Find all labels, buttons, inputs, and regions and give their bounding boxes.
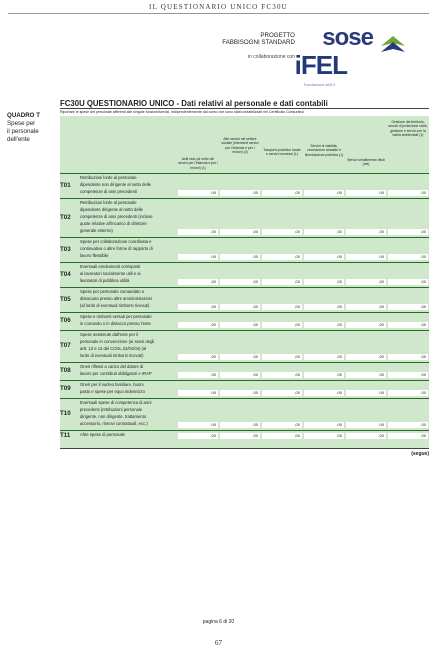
page-indicator: pagina 6 di 20	[202, 619, 235, 625]
amount-field[interactable]	[346, 304, 386, 310]
row-description-line: lavoro flessibile	[80, 253, 109, 258]
column-header: Altri servizi nel settore sociale (Interventi servizi per l'infanzia e per i minori) (4)	[221, 137, 259, 155]
row-description-line: pasto e spese per equo indennizzo	[80, 389, 145, 394]
amount-value: ,00	[420, 254, 426, 259]
amount-value: ,00	[336, 254, 342, 259]
row-description	[80, 263, 172, 284]
amount-value: ,00	[378, 354, 384, 359]
amount-value: ,00	[294, 279, 300, 284]
row-description-line: Spese e rimborsi versati per personale	[80, 314, 152, 319]
ifel-subtitle: Fondazione ANCI	[303, 82, 335, 87]
amount-field[interactable]	[220, 190, 260, 196]
amount-field[interactable]	[388, 190, 428, 196]
amount-field[interactable]	[304, 229, 344, 235]
row-description	[80, 174, 172, 195]
amount-field[interactable]	[178, 304, 218, 310]
amount-field[interactable]	[220, 390, 260, 396]
amount-value: ,00	[420, 322, 426, 327]
amount-field[interactable]	[178, 433, 218, 439]
column-header: Asili nido (al netto dei servizi per l'infanzia e per i minori) (1)	[178, 157, 218, 170]
amount-field[interactable]	[346, 433, 386, 439]
row-description-line: distaccato presso altre amministrazioni	[80, 296, 153, 301]
row-description-line: lavoro per contributi obbligatori e IRAP	[80, 371, 152, 376]
amount-value: ,00	[294, 372, 300, 377]
row-description	[80, 288, 172, 309]
row-description	[80, 331, 172, 359]
amount-field[interactable]	[262, 372, 302, 378]
header-rule	[8, 13, 429, 14]
row-description-line: Spese sostenute dall'ente per il	[80, 332, 139, 337]
amount-field[interactable]	[388, 390, 428, 396]
amount-value: ,00	[294, 190, 300, 195]
amount-value: ,00	[210, 433, 216, 438]
amount-value: ,00	[378, 254, 384, 259]
row-description-line: Retribuzioni lorde al personale	[80, 200, 137, 205]
amount-field[interactable]	[262, 390, 302, 396]
amount-field[interactable]	[346, 279, 386, 285]
amount-field[interactable]	[388, 254, 428, 260]
amount-field[interactable]	[220, 372, 260, 378]
row-description-line: Altre spese di personale	[80, 432, 125, 437]
amount-value: ,00	[252, 433, 258, 438]
amount-field[interactable]	[220, 433, 260, 439]
project-label: PROGETTO	[260, 32, 295, 39]
ifel-logo: iFEL	[294, 50, 347, 80]
amount-value: ,00	[420, 279, 426, 284]
column-header: Gestione del territorio, servizi di protezione civile, gestione e servizi per la tutela ambientale (1)	[388, 120, 428, 138]
amount-value: ,00	[420, 372, 426, 377]
amount-field[interactable]	[388, 304, 428, 310]
amount-field[interactable]	[262, 229, 302, 235]
amount-value: ,00	[252, 390, 258, 395]
quadro-line: il personale	[7, 128, 39, 135]
amount-value: ,00	[294, 254, 300, 259]
amount-field[interactable]	[178, 390, 218, 396]
row-description-line: in comando o in distacco presso l'ente	[80, 321, 151, 326]
sose-mark-icon	[379, 34, 407, 56]
amount-field[interactable]	[262, 279, 302, 285]
row-description-line: lordo di eventuali rimborsi ricevuti)	[80, 353, 144, 358]
row-description-line: Spese per personale comandato o	[80, 289, 145, 294]
row-description-line: Spese per collaborazione coordinata e	[80, 239, 152, 244]
row-description-line: Retribuzioni lorde al personale	[80, 175, 137, 180]
amount-field[interactable]	[346, 372, 386, 378]
sose-logo: sose	[322, 24, 373, 51]
amount-value: ,00	[252, 322, 258, 327]
row-description-line: continuativa o altre forme di rapporto di	[80, 246, 153, 251]
row-code: T07	[60, 342, 71, 349]
table-bottom-rule	[60, 448, 429, 449]
amount-field[interactable]	[346, 190, 386, 196]
row-description-line: competenze di anni precedenti (incluse	[80, 214, 153, 219]
amount-field[interactable]	[304, 390, 344, 396]
amount-field[interactable]	[304, 372, 344, 378]
column-header: Servizi di viabilità, circolazione stradale e illuminazione pubblica (1)	[304, 144, 344, 157]
row-description-line: Eventuali spese di competenza di anni	[80, 400, 152, 405]
amount-value: ,00	[378, 372, 384, 377]
row-description	[80, 313, 172, 327]
row-code: T05	[60, 295, 71, 303]
row-code: T02	[60, 213, 71, 221]
amount-value: ,00	[378, 422, 384, 427]
amount-field[interactable]	[304, 279, 344, 285]
amount-field[interactable]	[262, 322, 302, 328]
row-description-line: lavoratori di pubblica utilità	[80, 278, 130, 283]
amount-field[interactable]	[220, 254, 260, 260]
amount-field[interactable]	[262, 433, 302, 439]
row-description-line: artt. 13 e 14 del CCNL 22/01/04) (al	[80, 346, 147, 351]
collaboration-text: in collaborazione con	[248, 54, 295, 60]
amount-value: ,00	[378, 190, 384, 195]
amount-field[interactable]	[304, 304, 344, 310]
amount-field[interactable]	[304, 422, 344, 428]
amount-field[interactable]	[304, 433, 344, 439]
row-code: T11	[60, 431, 71, 439]
amount-field[interactable]	[388, 433, 428, 439]
amount-value: ,00	[336, 433, 342, 438]
row-code: T01	[60, 181, 71, 189]
amount-value: ,00	[252, 422, 258, 427]
amount-value: ,00	[336, 229, 342, 234]
row-description-line: ai lavoratori socialmente utili e ai	[80, 271, 141, 276]
row-description-line: Oneri riflessi a carico del datore di	[80, 364, 144, 369]
row-description-line: dirigente, non dirigente, trattamento	[80, 414, 147, 419]
amount-field[interactable]	[178, 279, 218, 285]
column-header: Trasporto pubblico locale e servizi connessi (1)	[263, 148, 301, 157]
amount-value: ,00	[294, 304, 300, 309]
amount-field[interactable]	[178, 372, 218, 378]
continued-label: (segue)	[411, 451, 429, 457]
row-code: T10	[60, 410, 71, 417]
amount-field[interactable]	[178, 254, 218, 260]
row-description-line: accessorio, rinnovi contrattuali, ecc.)	[80, 421, 148, 426]
amount-value: ,00	[294, 390, 300, 395]
column-header: Servizi smaltimento rifiuti (nel)	[347, 158, 385, 167]
amount-field[interactable]	[304, 254, 344, 260]
amount-field[interactable]	[262, 190, 302, 196]
logo-block	[213, 26, 413, 96]
amount-value: ,00	[294, 422, 300, 427]
amount-value: ,00	[210, 229, 216, 234]
amount-field[interactable]	[388, 279, 428, 285]
amount-field[interactable]	[220, 279, 260, 285]
amount-value: ,00	[294, 322, 300, 327]
amount-field[interactable]	[262, 422, 302, 428]
project-name: FABBISOGNI STANDARD	[222, 39, 295, 46]
amount-value: ,00	[378, 322, 384, 327]
amount-value: ,00	[420, 229, 426, 234]
amount-value: ,00	[378, 229, 384, 234]
row-code: T08	[60, 367, 71, 374]
row-description	[80, 363, 172, 377]
amount-value: ,00	[420, 354, 426, 359]
amount-field[interactable]	[262, 254, 302, 260]
row-description-line: quote relative all'incarico di direttore	[80, 221, 147, 226]
form-title: FC30U QUESTIONARIO UNICO - Dati relativi al personale e dati contabili	[60, 99, 328, 108]
amount-value: ,00	[420, 190, 426, 195]
amount-field[interactable]	[346, 322, 386, 328]
amount-field[interactable]	[220, 229, 260, 235]
amount-value: ,00	[420, 433, 426, 438]
row-description-line: dipendente dirigente al netto delle	[80, 207, 143, 212]
amount-field[interactable]	[178, 190, 218, 196]
row-description-line: generale esterno)	[80, 228, 113, 233]
amount-field[interactable]	[346, 390, 386, 396]
row-description	[80, 431, 172, 438]
row-description	[80, 381, 172, 395]
form-note: Riportare le spese del personale afferenti alle singole funzioni/servizi, indipendentemente dal conto ove sono stati contabilizzati nel Certificato Consuntivo	[60, 110, 305, 114]
row-description-line: precedenti (retribuzioni personale	[80, 407, 143, 412]
amount-value: ,00	[336, 190, 342, 195]
amount-field[interactable]	[304, 322, 344, 328]
amount-value: ,00	[420, 304, 426, 309]
amount-field[interactable]	[346, 229, 386, 235]
amount-field[interactable]	[388, 322, 428, 328]
amount-value: ,00	[210, 304, 216, 309]
amount-value: ,00	[420, 422, 426, 427]
amount-value: ,00	[252, 372, 258, 377]
row-description-line: personale in convenzione (ai sensi degli	[80, 339, 155, 344]
quadro-line: Spese per	[7, 120, 36, 127]
amount-field[interactable]	[304, 190, 344, 196]
amount-value: ,00	[378, 279, 384, 284]
amount-field[interactable]	[220, 322, 260, 328]
quadro-line: dell'ente	[7, 136, 30, 143]
amount-value: ,00	[210, 390, 216, 395]
amount-field[interactable]	[388, 422, 428, 428]
amount-field[interactable]	[220, 304, 260, 310]
amount-value: ,00	[210, 372, 216, 377]
amount-value: ,00	[336, 422, 342, 427]
amount-value: ,00	[336, 390, 342, 395]
amount-field[interactable]	[346, 354, 386, 360]
amount-value: ,00	[210, 254, 216, 259]
row-description	[80, 199, 172, 234]
amount-value: ,00	[210, 279, 216, 284]
amount-value: ,00	[336, 279, 342, 284]
amount-value: ,00	[252, 190, 258, 195]
amount-value: ,00	[252, 304, 258, 309]
amount-value: ,00	[210, 354, 216, 359]
amount-field[interactable]	[220, 354, 260, 360]
amount-value: ,00	[336, 304, 342, 309]
amount-field[interactable]	[262, 304, 302, 310]
row-description-line: (al lordo di eventuali rimborsi ricevuti)	[80, 303, 150, 308]
row-description-line: dipendente non dirigente al netto delle	[80, 182, 152, 187]
running-header: IL QUESTIONARIO UNICO FC30U	[149, 3, 288, 11]
amount-field[interactable]	[262, 354, 302, 360]
amount-value: ,00	[252, 354, 258, 359]
row-description	[80, 399, 172, 427]
amount-value: ,00	[294, 229, 300, 234]
amount-field[interactable]	[388, 229, 428, 235]
amount-value: ,00	[420, 390, 426, 395]
amount-field[interactable]	[220, 422, 260, 428]
amount-field[interactable]	[346, 254, 386, 260]
amount-field[interactable]	[346, 422, 386, 428]
row-code: T03	[60, 245, 71, 253]
amount-value: ,00	[294, 433, 300, 438]
amount-value: ,00	[378, 390, 384, 395]
amount-value: ,00	[378, 433, 384, 438]
row-description-line: Eventuali emolumenti corrisposti	[80, 264, 141, 269]
amount-field[interactable]	[178, 354, 218, 360]
amount-field[interactable]	[178, 422, 218, 428]
amount-value: ,00	[210, 190, 216, 195]
amount-value: ,00	[378, 304, 384, 309]
row-code: T04	[60, 270, 71, 278]
row-code: T06	[60, 317, 71, 324]
amount-value: ,00	[336, 322, 342, 327]
amount-value: ,00	[252, 229, 258, 234]
amount-field[interactable]	[178, 322, 218, 328]
row-description-line: competenze di anni precedenti	[80, 189, 138, 194]
amount-value: ,00	[252, 279, 258, 284]
amount-value: ,00	[252, 254, 258, 259]
quadro-sidebar	[7, 112, 55, 144]
amount-value: ,00	[210, 322, 216, 327]
quadro-code: QUADRO T	[7, 112, 40, 119]
amount-value: ,00	[294, 354, 300, 359]
amount-field[interactable]	[304, 354, 344, 360]
amount-field[interactable]	[178, 229, 218, 235]
amount-field[interactable]	[388, 372, 428, 378]
row-code: T09	[60, 385, 71, 392]
amount-value: ,00	[336, 372, 342, 377]
row-description-line: Oneri per il nucleo familiare, buoni	[80, 382, 144, 387]
title-rule	[60, 108, 429, 109]
amount-field[interactable]	[388, 354, 428, 360]
page-number: 67	[215, 639, 222, 647]
amount-value: ,00	[336, 354, 342, 359]
amount-value: ,00	[210, 422, 216, 427]
row-description	[80, 238, 172, 259]
